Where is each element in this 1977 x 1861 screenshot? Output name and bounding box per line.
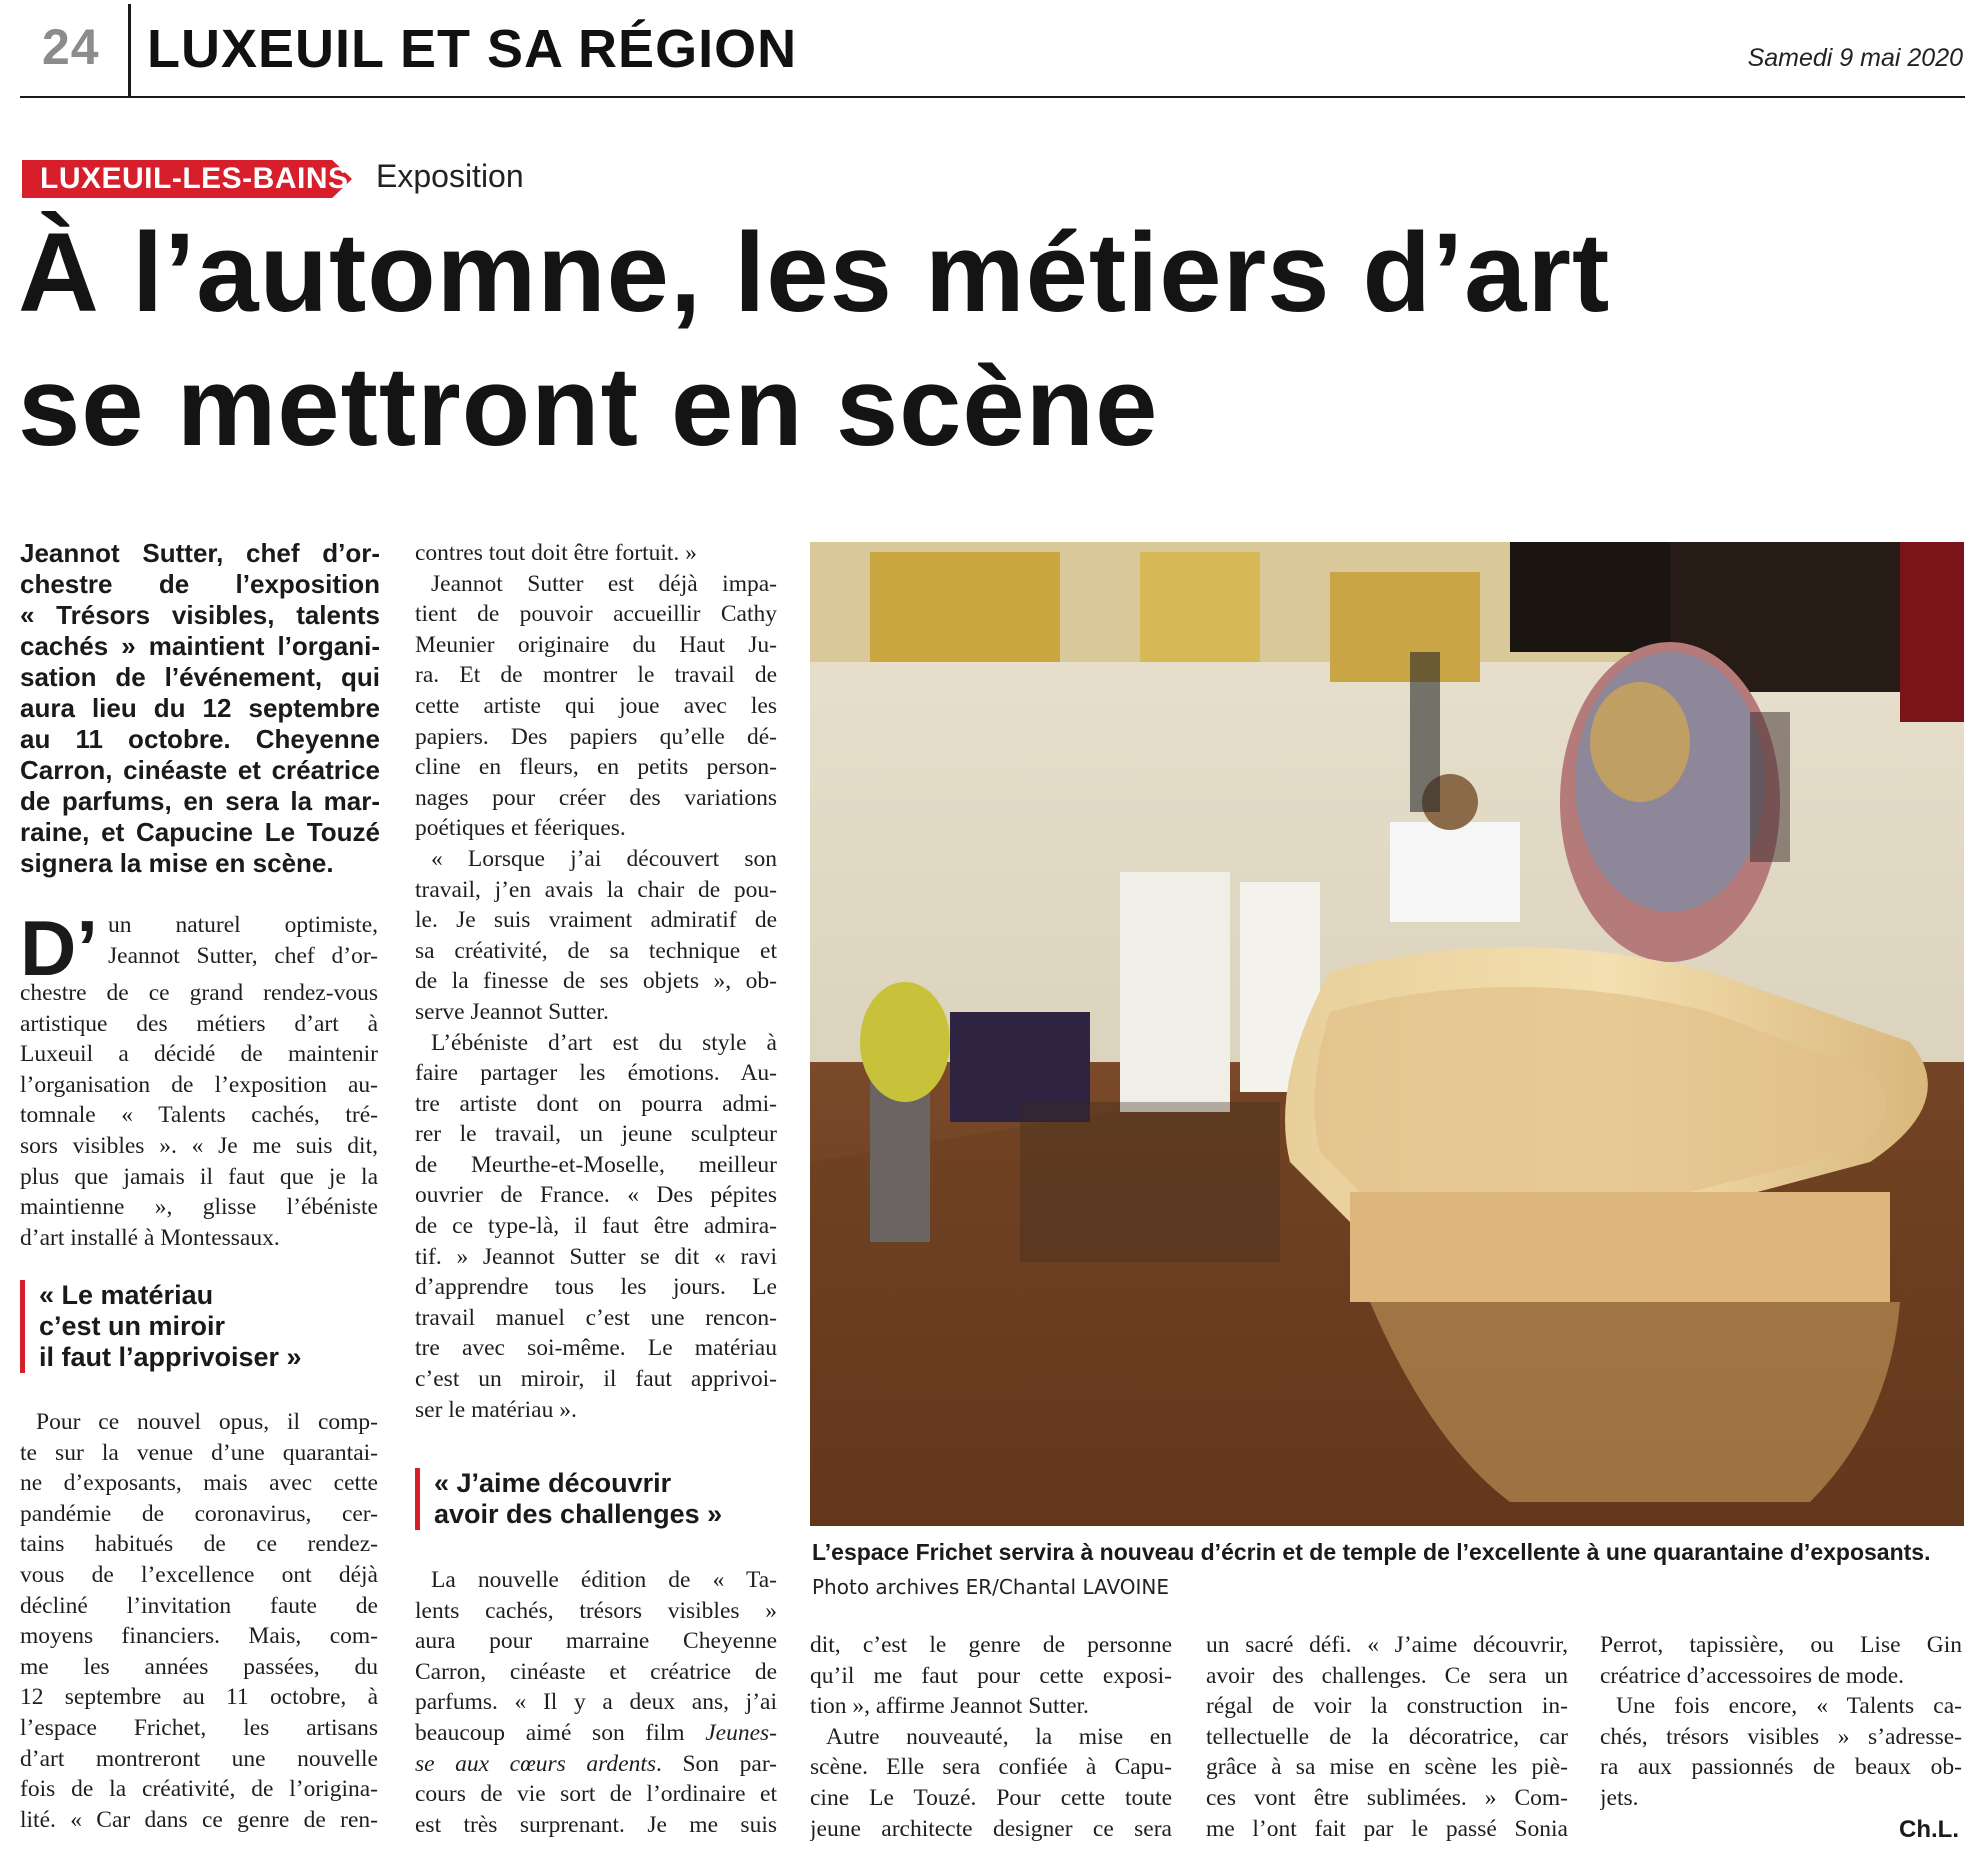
body-line: Meunier originaire du Haut Ju- bbox=[415, 631, 777, 658]
body-line: me l’ont fait par le passé Sonia bbox=[1206, 1815, 1568, 1842]
body-line: jeune architecte designer ce sera bbox=[810, 1815, 1172, 1842]
body-line: ne d’exposants, mais avec cette bbox=[20, 1470, 378, 1497]
lead-line: aura lieu du 12 septembre bbox=[20, 693, 380, 723]
body-line: tion », affirme Jeannot Sutter. bbox=[810, 1693, 1089, 1720]
body-line: sa créativité, de sa technique et bbox=[415, 937, 777, 964]
body-line: l’espace Frichet, les artisans bbox=[20, 1714, 378, 1741]
pull-quote-2 bbox=[415, 1468, 774, 1530]
drop-cap: D’ bbox=[20, 904, 98, 992]
body-line: grâce à sa mise en scène les piè- bbox=[1206, 1754, 1568, 1781]
body-line: plus que jamais il faut que je la bbox=[20, 1163, 378, 1190]
body-line: créatrice d’accessoires de mode. bbox=[1600, 1662, 1905, 1689]
body-line: Pour ce nouvel opus, il comp- bbox=[36, 1409, 378, 1435]
body-line: d’art installé à Montessaux. bbox=[20, 1224, 280, 1251]
body-line: pandémie de coronavirus, cer- bbox=[20, 1500, 378, 1527]
body-line: Perrot, tapissière, ou Lise Gin bbox=[1600, 1632, 1962, 1658]
body-line: cine Le Touzé. Pour cette toute bbox=[810, 1784, 1172, 1811]
pull-quote-line: il faut l’apprivoiser » bbox=[39, 1342, 302, 1372]
body-line: contres tout doit être fortuit. » bbox=[415, 540, 697, 566]
body-line bbox=[415, 1718, 777, 1749]
lead-line: de parfums, en sera la mar- bbox=[20, 786, 380, 816]
pull-quote-1 bbox=[20, 1280, 379, 1373]
body-line: cline en fleurs, en petits person- bbox=[415, 754, 777, 781]
body-line: papiers. Des papiers qu’elle dé- bbox=[415, 723, 777, 750]
body-line: travail manuel c’est une rencon- bbox=[415, 1304, 777, 1331]
body-line: serve Jeannot Sutter. bbox=[415, 998, 609, 1025]
pull-quote-line: « Le matériau bbox=[39, 1280, 214, 1310]
body-line: de Meurthe-et-Moselle, meilleur bbox=[415, 1151, 777, 1178]
lead-line: sation de l’événement, qui bbox=[20, 662, 380, 692]
body-line: l’organisation de l’exposition au- bbox=[20, 1071, 378, 1098]
body-line: tains habitués de ce rendez- bbox=[20, 1531, 378, 1558]
body-line: ra aux passionnés de beaux ob- bbox=[1600, 1754, 1962, 1781]
body-line: Jeannot Sutter est déjà impa- bbox=[431, 570, 777, 597]
body-line: faire partager les émotions. Au- bbox=[415, 1060, 777, 1087]
film-title: se aux cœurs ardents bbox=[415, 1750, 657, 1777]
byline: Ch.L. bbox=[1899, 1816, 1959, 1843]
body-line: nages pour créer des variations bbox=[415, 784, 777, 811]
body-line: régal de voir la construction in- bbox=[1206, 1693, 1568, 1720]
lead-line: au 11 octobre. Cheyenne bbox=[20, 724, 380, 754]
body-line: Luxeuil a décidé de maintenir bbox=[20, 1041, 378, 1068]
body-line: travail, j’en avais la chair de pou- bbox=[415, 876, 777, 903]
body-line: Autre nouveauté, la mise en bbox=[826, 1723, 1172, 1750]
body-line: vous de l’excellence ont déjà bbox=[20, 1561, 378, 1588]
body-line: ces vont être sublimées. » Com- bbox=[1206, 1784, 1568, 1811]
headline-line-1: À l’automne, les métiers d’art bbox=[18, 210, 1611, 335]
body-line: tellectuelle de la décoratrice, car bbox=[1206, 1723, 1568, 1750]
lead-line: « Trésors visibles, talents bbox=[20, 600, 380, 630]
header-rule bbox=[20, 96, 1965, 98]
body-line: c’est un miroir, il faut apprivoi- bbox=[415, 1366, 777, 1393]
body-line: poétiques et féeriques. bbox=[415, 815, 626, 842]
body-line: tomnale « Talents cachés, tré- bbox=[20, 1102, 378, 1129]
body-line: 12 septembre au 11 octobre, à bbox=[20, 1684, 378, 1711]
body-line: lents cachés, trésors visibles » bbox=[415, 1597, 777, 1624]
body-text: . Son par- bbox=[656, 1750, 777, 1777]
body-line: qu’il me faut pour cette exposi- bbox=[810, 1662, 1172, 1689]
article-column-2b bbox=[415, 1565, 777, 1840]
body-line: décliné l’invitation faute de bbox=[20, 1592, 378, 1619]
body-line: avoir des challenges. Ce sera un bbox=[1206, 1662, 1568, 1689]
body-line: Jeannot Sutter, chef d’or- bbox=[108, 942, 378, 969]
body-line: Carron, cinéaste et créatrice de bbox=[415, 1658, 777, 1685]
body-line: jets. bbox=[1600, 1784, 1639, 1811]
location-tag-label: LUXEUIL-LES-BAINS bbox=[40, 162, 349, 195]
section-title: LUXEUIL ET SA RÉGION bbox=[147, 19, 798, 79]
lead-line: signera la mise en scène. bbox=[20, 848, 334, 878]
photo-credit: Photo archives ER/Chantal LAVOINE bbox=[812, 1575, 1170, 1599]
body-line: « Lorsque j’ai découvert son bbox=[431, 845, 777, 872]
body-line: d’art montreront une nouvelle bbox=[20, 1745, 378, 1772]
body-line: un sacré défi. « J’aime découvrir, bbox=[1206, 1632, 1568, 1658]
body-line: un naturel optimiste, bbox=[108, 912, 378, 938]
article-column-4 bbox=[1206, 1630, 1568, 1844]
body-line: rer le travail, un jeune sculpteur bbox=[415, 1121, 777, 1148]
body-line: dit, c’est le genre de personne bbox=[810, 1632, 1172, 1658]
lead-line: raine, et Capucine Le Touzé bbox=[20, 817, 380, 847]
body-line: Une fois encore, « Talents ca- bbox=[1616, 1693, 1962, 1720]
body-line: maintienne », glisse l’ébéniste bbox=[20, 1194, 378, 1221]
body-line: d’apprendre tous les jours. Le bbox=[415, 1274, 777, 1301]
lead-line: cachés » maintient l’organi- bbox=[20, 631, 380, 661]
caption-text: L’espace Frichet servira à nouveau d’écrin et de temple de l’excellente à une quarantaine d’exposants. bbox=[812, 1539, 1931, 1565]
body-line: lité. « Car dans ce genre de ren- bbox=[20, 1806, 378, 1833]
body-line: chestre de ce grand rendez-vous bbox=[20, 980, 378, 1006]
body-line: aura pour marraine Cheyenne bbox=[415, 1628, 777, 1655]
body-line: ser le matériau ». bbox=[415, 1396, 577, 1423]
body-line: me les années passées, du bbox=[20, 1653, 378, 1680]
lead-line: chestre de l’exposition bbox=[20, 569, 380, 599]
headline-line-2: se mettront en scène bbox=[18, 344, 1159, 469]
body-line bbox=[415, 1749, 777, 1780]
body-line: La nouvelle édition de « Ta- bbox=[431, 1567, 777, 1593]
page-number: 24 bbox=[42, 19, 100, 75]
article-column-2 bbox=[415, 538, 777, 1425]
body-line: tif. » Jeannot Sutter se dit « ravi bbox=[415, 1243, 777, 1270]
body-line: cette artiste qui joue avec les bbox=[415, 692, 777, 719]
pull-quote-line: c’est un miroir bbox=[39, 1311, 226, 1341]
body-line: de ce type-là, il faut être admira- bbox=[415, 1213, 777, 1240]
body-line: artistique des métiers d’art à bbox=[20, 1010, 378, 1037]
location-tag bbox=[22, 160, 352, 198]
body-line: ra. Et de montrer le travail de bbox=[415, 662, 777, 689]
body-line: ouvrier de France. « Des pépites bbox=[415, 1182, 777, 1209]
body-line: cours de vie sort de l’ordinaire et bbox=[415, 1781, 777, 1808]
edition-date: Samedi 9 mai 2020 bbox=[1747, 44, 1963, 72]
lead-paragraph bbox=[20, 538, 380, 879]
article-column-3 bbox=[810, 1630, 1172, 1844]
body-line: chés, trésors visibles » s’adresse- bbox=[1600, 1723, 1962, 1750]
body-line: tient de pouvoir accueillir Cathy bbox=[415, 601, 777, 628]
film-title: Jeunes- bbox=[705, 1719, 777, 1746]
body-line: sors visibles ». « Je me suis dit, bbox=[20, 1132, 378, 1159]
pull-quote-line: « J’aime découvrir bbox=[434, 1468, 672, 1498]
body-line: tre avec soi-même. Le matériau bbox=[415, 1335, 777, 1362]
body-line: L’ébéniste d’art est du style à bbox=[431, 1029, 777, 1056]
lead-line: Jeannot Sutter, chef d’or- bbox=[20, 538, 380, 568]
article-column-1b bbox=[20, 1407, 378, 1835]
lead-line: Carron, cinéaste et créatrice bbox=[20, 755, 380, 785]
body-line: le. Je suis vraiment admiratif de bbox=[415, 907, 777, 934]
headline bbox=[18, 206, 1918, 474]
body-line: scène. Elle sera confiée à Capu- bbox=[810, 1754, 1172, 1781]
body-line: tre artiste dont on pourra admi- bbox=[415, 1090, 777, 1117]
pull-quote-line: avoir des challenges » bbox=[434, 1499, 723, 1529]
kicker-topic: Exposition bbox=[376, 158, 524, 194]
body-line: te sur la venue d’une quarantai- bbox=[20, 1439, 378, 1466]
body-text: beaucoup aimé son film bbox=[415, 1719, 685, 1746]
exhibition-photo bbox=[810, 542, 1964, 1526]
exhibition-photo-illustration bbox=[810, 542, 1964, 1526]
body-line: parfums. « Il y a deux ans, j’ai bbox=[415, 1689, 777, 1716]
article-column-5 bbox=[1600, 1630, 1962, 1814]
body-line: est très surprenant. Je me suis bbox=[415, 1811, 777, 1838]
body-line: moyens financiers. Mais, com- bbox=[20, 1623, 378, 1650]
photo-caption bbox=[812, 1535, 1964, 1603]
body-line: de la finesse de ses objets », ob- bbox=[415, 968, 777, 995]
body-line: fois de la créativité, de l’origina- bbox=[20, 1776, 378, 1803]
article-column-1 bbox=[20, 904, 378, 1253]
header-divider bbox=[128, 4, 131, 96]
